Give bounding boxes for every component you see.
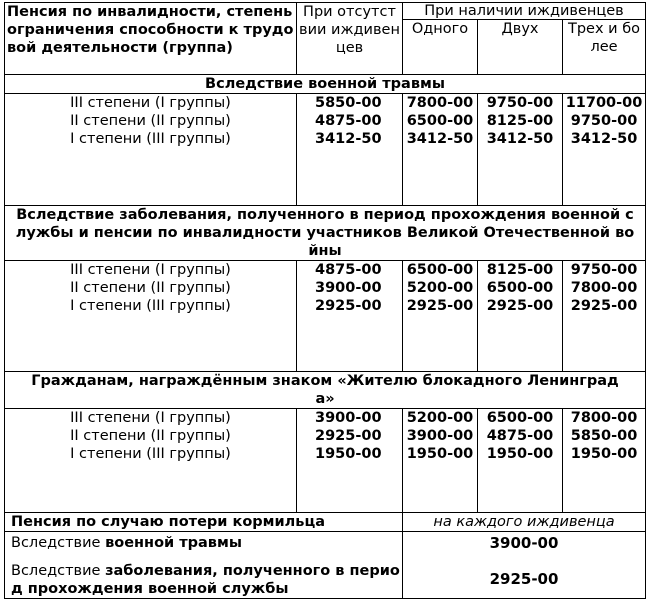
survivor-reason-bold: заболевания, полученного в период прохождения военной службы	[11, 563, 400, 597]
value: 1950-00	[315, 446, 382, 462]
one-dependent-values	[403, 261, 478, 372]
value: 9750-00	[486, 95, 554, 111]
category-list	[5, 409, 297, 513]
no-dependents-values	[297, 409, 403, 513]
no-dependents-values	[297, 261, 403, 372]
header-one: Одного	[403, 20, 478, 75]
value: 4875-00	[315, 262, 382, 278]
survivor-reasons	[5, 532, 403, 599]
value: 3412-50	[406, 131, 474, 147]
survivor-title-row	[5, 513, 646, 532]
value: 7800-00	[570, 280, 638, 296]
value: 3900-00	[315, 280, 382, 296]
survivor-reason-1	[11, 534, 400, 552]
value: 4875-00	[486, 428, 554, 444]
value: 9750-00	[570, 113, 638, 129]
category-label: III степени (I группы)	[70, 95, 231, 111]
pension-table	[4, 2, 646, 599]
survivor-values-row	[5, 532, 646, 599]
category-label: I степени (III группы)	[70, 446, 231, 462]
value: 1950-00	[570, 446, 638, 462]
survivor-amounts	[403, 532, 646, 599]
value: 2925-00	[315, 428, 382, 444]
category-label: I степени (III группы)	[70, 131, 231, 147]
section-title: Вследствие заболевания, полученного в период прохождения военной службы и пенсии по инвалидности участников Великой Отечественной войны	[5, 206, 646, 261]
value: 4875-00	[315, 113, 382, 129]
value: 5200-00	[406, 410, 474, 426]
value: 3412-50	[315, 131, 382, 147]
value: 8125-00	[486, 262, 554, 278]
value: 6500-00	[406, 262, 474, 278]
two-dependents-values	[478, 94, 563, 206]
survivor-title: Пенсия по случаю потери кормильца	[5, 513, 403, 532]
survivor-reason-bold: военной травмы	[105, 535, 242, 551]
value: 3412-50	[570, 131, 638, 147]
value: 3900-00	[406, 428, 474, 444]
header-two: Двух	[478, 20, 563, 75]
three-dependents-values	[563, 94, 646, 206]
header-row	[5, 3, 646, 20]
two-dependents-values	[478, 261, 563, 372]
category-list	[5, 94, 297, 206]
value: 3900-00	[315, 410, 382, 426]
value: 2925-00	[486, 298, 554, 314]
category-label: II степени (II группы)	[70, 280, 231, 296]
value: 5850-00	[570, 428, 638, 444]
section-data-row	[5, 409, 646, 513]
section-data-row	[5, 261, 646, 372]
two-dependents-values	[478, 409, 563, 513]
value: 5850-00	[315, 95, 382, 111]
value: 2925-00	[570, 298, 638, 314]
value: 9750-00	[570, 262, 638, 278]
section-title: Гражданам, награждённым знаком «Жителю блокадного Ленинграда»	[5, 372, 646, 409]
category-label: II степени (II группы)	[70, 113, 231, 129]
survivor-reason-2	[11, 562, 400, 598]
three-dependents-values	[563, 409, 646, 513]
section-title-row	[5, 372, 646, 409]
value: 6500-00	[406, 113, 474, 129]
value: 6500-00	[486, 410, 554, 426]
value: 2925-00	[315, 298, 382, 314]
survivor-reason-prefix: Вследствие	[11, 535, 101, 551]
header-with-dependents: При наличии иждивенцев	[403, 3, 646, 20]
header-title: Пенсия по инвалидности, степень ограничения способности к трудовой деятельности (группа)	[5, 3, 297, 75]
one-dependent-values	[403, 409, 478, 513]
section-title-row	[5, 75, 646, 94]
value: 11700-00	[565, 95, 643, 111]
header-no-dependents: При отсутствии иждивенцев	[297, 3, 403, 75]
value: 5200-00	[406, 280, 474, 296]
value: 6500-00	[486, 280, 554, 296]
category-label: I степени (III группы)	[70, 298, 231, 314]
category-label: III степени (I группы)	[70, 410, 231, 426]
value: 2925-00	[406, 298, 474, 314]
category-label: III степени (I группы)	[70, 262, 231, 278]
value: 8125-00	[486, 113, 554, 129]
section-title: Вследствие военной травмы	[5, 75, 646, 94]
category-label: II степени (II группы)	[70, 428, 231, 444]
survivor-value-1: 3900-00	[489, 534, 559, 552]
header-three-plus: Трех и более	[563, 20, 646, 75]
section-data-row	[5, 94, 646, 206]
value: 1950-00	[406, 446, 474, 462]
value: 7800-00	[406, 95, 474, 111]
category-list	[5, 261, 297, 372]
value: 3412-50	[486, 131, 554, 147]
survivor-reason-prefix: Вследствие	[11, 563, 101, 579]
per-dependent-note: на каждого иждивенца	[403, 513, 646, 532]
survivor-value-2: 2925-00	[489, 570, 559, 588]
value: 1950-00	[486, 446, 554, 462]
no-dependents-values	[297, 94, 403, 206]
three-dependents-values	[563, 261, 646, 372]
value: 7800-00	[570, 410, 638, 426]
section-title-row	[5, 206, 646, 261]
one-dependent-values	[403, 94, 478, 206]
